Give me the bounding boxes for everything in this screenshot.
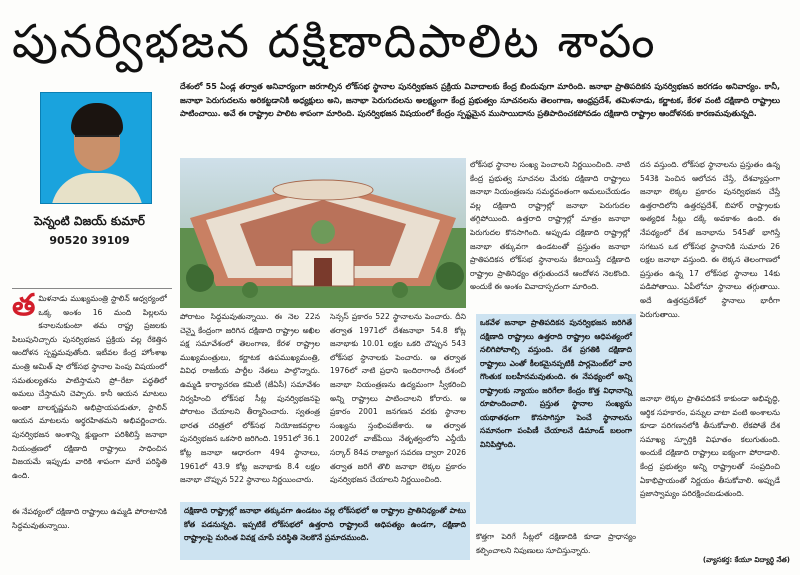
column-1-text: మిళనాడు ముఖ్యమంత్రి స్టాలిన్ ఆధ్వర్యంలో ఒక్క అంశం 16 మంది పిల్లలను కనాలనుకుంటా తమ రాష్ట్ర ప్రజలకు పిలుపునిచ్చారు పునర్విభజన ప్రక్రియ వల్ల రేకెత్తిన ఆందోళన స్పష్టమవుతోంది. ఇటీవల కేంద్ర హోంశాఖ మంత్రి అమిత్ షా లోక్‌సభ స్థానాల పెంపు విషయంలో సమతుల్యతను పాటిస్తామని ప్రో–రేటా పద్ధతిలో అమలు చేస్తామని చెప్పారు. కానీ ఆయన మాటలు అంతా బాలకృష్ణమని అభిప్రాయపడుతూ, స్టాలిన్ ఆయన మాటలను అర్థరహితమని అభివర్ణించారు. పునర్విభజన అంశాన్ని క్షుణ్ణంగా పరిశీలిస్తే జనాభా నియంత్రణలో దక్షిణాది రాష్ట్రాలు సాధించిన విజయమే ఇప్పుడు వారికి శాపంగా మారే పరిస్థితి ఉంది. (12, 294, 167, 480)
article-column-1b: ఈ నేపథ్యంలో దక్షిణాది రాష్ట్రాలు ఉమ్మడి పోరాటానికి సిద్ధమవుతున్నాయి. (12, 507, 167, 530)
author-photo (40, 92, 152, 204)
author-credit: (వ్యాసకర్త: కేయూ విద్యార్థి నేత) (702, 556, 790, 564)
article-column-5: దన వస్తుంది. లోక్‌సభ స్థానాలను ప్రస్తుతం ఉన్న 543కి పెంచిన ఆలోచన చేస్తే, దేశవ్యాప్తంగా జనాభా లెక్కల ప్రకారం పునర్విభజన చేస్తే ఉత్తరాదిలోని ఉత్తరప్రదేశ్, బిహార్ రాష్ట్రాలకు అత్యధిక సీట్లు దక్కే అవకాశం ఉంది. ఈ నేపథ్యంలో దేశ జనాభాను 545తో భాగిస్తే సగటున ఒక లోక్‌సభ స్థానానికి సుమారు 26 లక్షల జనాభా వస్తుంది. ఈ లెక్కన తెలంగాణలో ప్రస్తుతం ఉన్న 17 లోక్‌సభ స్థానాలు 14కు పడిపోతాయి. ఏపీలోనూ స్థానాలు తగ్గుతాయి. అదే ఉత్తరప్రదేశ్‌లో స్థానాలు భారీగా పెరుగుతాయి. (640, 160, 780, 319)
author-name: పెన్నంటి విజయ్ కుమార్ (34, 214, 145, 228)
article-column-7: జనాభా లెక్కల ప్రాతిపదికనే కాకుండా అభివృద్ధి, ఆర్థిక సహకారం, పన్నుల వాటా వంటి అంశాలను కూడా పరిగణనలోకి తీసుకోవాలి. లేకపోతే దేశ సమాఖ్య స్ఫూర్తికి విఘాతం కలుగుతుంది. అందుకే దక్షిణాది రాష్ట్రాలు ఐక్యంగా పోరాడాలి. కేంద్ర ప్రభుత్వం అన్ని రాష్ట్రాలతో సంప్రదించి ఏకాభిప్రాయంతో నిర్ణయం తీసుకోవాలి. అప్పుడే ప్రజాస్వామ్యం పరిరక్షించబడుతుంది. (640, 394, 780, 499)
highlight-box-2: ఒకవేళ జనాభా ప్రాతిపదికన పునర్విభజన జరిగితే దక్షిణాది రాష్ట్రాలు ఉత్తరాది రాష్ట్రాల ఆధిపత్యంలో నలిగిపోవాల్సి వస్తుంది. దేశ ప్రగతికి దక్షిణాది రాష్ట్రాలు ఎంతో కీలకమైనప్పటికీ పార్లమెంట్‌లో వారి గొంతుక బలహీనమవుతుంది. ఈ నేపథ్యంలో అన్ని రాష్ట్రాలకు న్యాయం జరిగేలా కేంద్రం కొత్త విధానాన్ని రూపొందించాలి. ప్రస్తుత స్థానాల సంఖ్యను యథాతథంగా కొనసాగిస్తూ పెంచే స్థానాలను సమానంగా పంపిణీ చేయాలనే డిమాండ్ బలంగా వినిపిస్తోంది. (476, 314, 636, 524)
lead-paragraph: దేశంలో 55 ఏండ్ల తర్వాత అనివార్యంగా జరగాల్సిన లోక్‌సభ స్థానాల పునర్విభజన ప్రక్రియ వివాదాలకు కేంద్ర బిందువుగా మారింది. జనాభా ప్రాతిపదికన పునర్విభజన జరగడం అనివార్యం. కానీ, జనాభా పెరుగుదలను అరికట్టడానికి అధ్యక్షులు అని, జనాభా పెరుగుదలను అలక్ష్యంగా కేంద్ర ప్రభుత్వం సూచనలను తెలంగాణ, ఆంధ్రప్రదేశ్, తమిళనాడు, కర్ణాటక, కేరళ వంటి దక్షిణాది రాష్ట్రాలు పాటించాయి. అవే ఈ రాష్ట్రాల పాలిట శాపంగా మారింది. పునర్విభజన విషయంలో కేంద్రం స్పష్టమైన ముసాయిదాను ప్రతిపాదించకపోవడం దక్షిణాది రాష్ట్రాల ఆందోళనకు కారణమవుతున్నది. (180, 82, 780, 118)
author-phone: 90520 39109 (49, 234, 130, 247)
article-column-4: లోక్‌సభ స్థానాల సంఖ్య పెంచాలని నిర్ణయించింది. నాటి కేంద్ర ప్రభుత్వ సూచనల మేరకు దక్షిణాది రాష్ట్రాలు జనాభా నియంత్రణను సమర్థవంతంగా అమలుచేయడం వల్ల దక్షిణాది రాష్ట్రాల్లో జనాభా పెరుగుదల తగ్గిపోయింది. ఉత్తరాది రాష్ట్రాల్లో మాత్రం జనాభా పెరుగుదల కొనసాగింది. అప్పుడు దక్షిణాది రాష్ట్రాల్లో జనాభా తక్కువగా ఉండటంతో ప్రస్తుతం జనాభా ప్రాతిపదికన లోక్‌సభ స్థానాలను కేటాయిస్తే దక్షిణాది రాష్ట్రాల ప్రాతినిధ్యం తగ్గుతుందనే ఆందోళన నెలకొంది. అందుకే ఈ అంశం వివాదాస్పదంగా మారింది. (470, 160, 630, 292)
author-block (12, 92, 167, 262)
article-column-3: సెన్సస్ ప్రకారం 522 స్థానాలను పెంచారు. దీని తర్వాత 1971లో దేశజనాభా 54.8 కోట్ల జనాభాకు 10.01 లక్షల ఒకరి చొప్పున 543 లోక్‌సభ స్థానాలకు పెంచారు. ఆ తర్వాత 1976లో నాటి ప్రధాని ఇందిరాగాంధీ దేశంలో జనాభా నియంత్రణను ఉద్యమంగా స్వీకరించి అన్ని రాష్ట్రాలు పాటించాలని కోరారు. ఆ ప్రకారం 2001 జనగణన వరకు స్థానాల సంఖ్యను స్తంభింపజేశారు. ఆ తర్వాత 2002లో వాజ్‌పేయి నేతృత్వంలోని ఎన్డీయే సర్కార్ 84వ రాజ్యాంగ సవరణ ద్వారా 2026 తర్వాత జరిగే తొలి జనాభా లెక్కల ప్రకారం పునర్విభజన చేయాలని నిర్ణయించింది. (330, 312, 466, 485)
parliament-building-image (180, 158, 466, 308)
divider (12, 288, 172, 289)
highlight-box-1: దక్షిణాది రాష్ట్రాల్లో జనాభా తక్కువగా ఉండటం వల్ల లోక్‌సభలో ఆ రాష్ట్రాల ప్రాతినిధ్యంతో పాటు కోత పడనున్నది. ఇప్పటికే లోక్‌సభలో ఉత్తరాది రాష్ట్రాలదే ఆధిపత్యం ఉండగా, దక్షిణాది రాష్ట్రాలపై మరింత వివక్ష చూపే పరిస్థితి నెలకొనే ప్రమాదముంది. (180, 502, 470, 560)
article-column-6: కొత్తగా పెరిగే సీట్లలో దక్షిణాదికి కూడా ప్రాధాన్యం కల్పించాలని నిపుణులు సూచిస్తున్నారు. (476, 532, 636, 555)
article-column-1 (12, 292, 167, 507)
headline: పునర్విభజన దక్షిణాదిపాలిట శాపం (12, 14, 657, 68)
drop-cap: త (12, 292, 36, 323)
article-column-2: పోరాటం సిద్ధమవుతున్నాయి. ఈ నెల 22న చెన్నై కేంద్రంగా జరిగిన దక్షిణాది రాష్ట్రాల అఖిల పక్ష సమావేశంలో తెలంగాణ, కేరళ రాష్ట్రాల ముఖ్యమంత్రులు, కర్ణాటక ఉపముఖ్యమంత్రి, వివిధ రాజకీయ పార్టీల నేతలు పాల్గొన్నారు. ఉమ్మడి కార్యాచరణ కమిటీ (జేఏసీ) సమావేశం నిర్వహించి లోక్‌సభ సీట్ల పునర్విభజనపై పోరాటం చేయాలని తీర్మానించారు. స్వతంత్ర భారత చరిత్రలో లోక్‌సభ నియోజకవర్గాల పునర్విభజన ఒకసారి జరిగింది. 1951లో 36.1 కోట్ల జనాభా ఆధారంగా 494 స్థానాలు, 1961లో 43.9 కోట్ల జనాభాకు 8.4 లక్షల జనాభా చొప్పున 522 స్థానాలు నిర్ణయించారు. (180, 312, 320, 485)
